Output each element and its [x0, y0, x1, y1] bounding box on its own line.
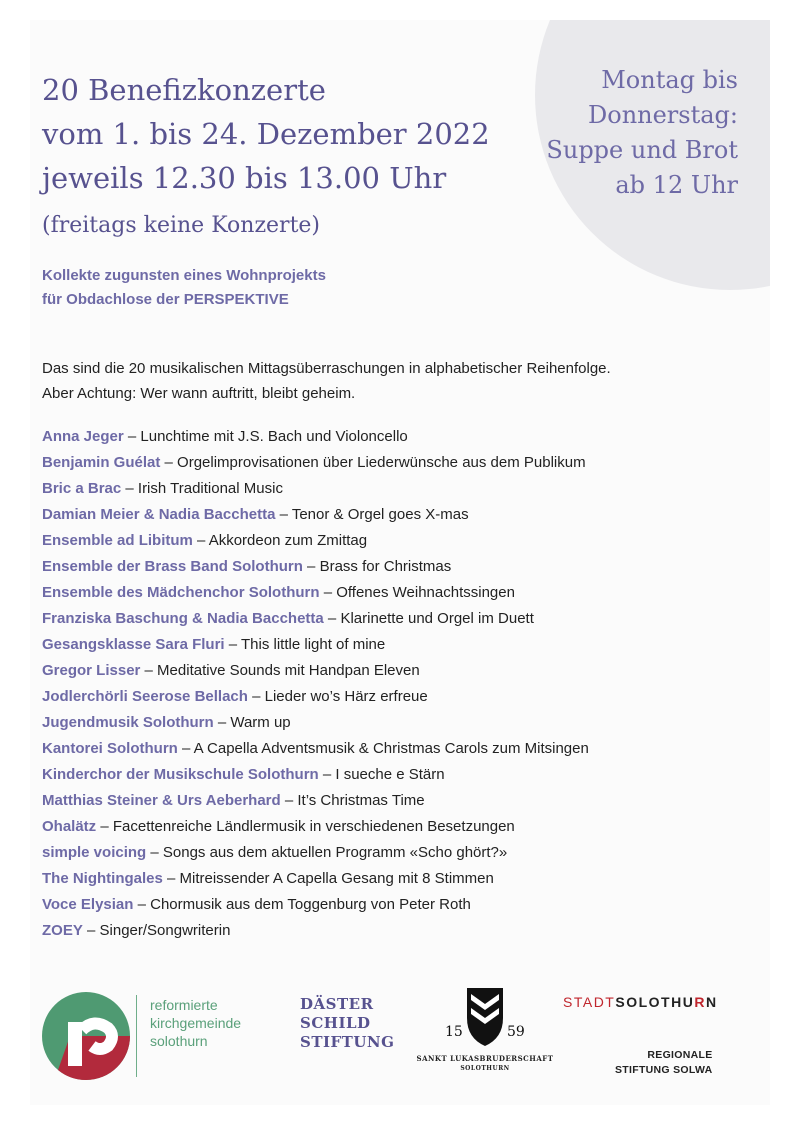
program-description: – Offenes Weihnachtssingen	[319, 584, 515, 601]
program-description: – This little light of mine	[224, 636, 386, 653]
concert-item	[42, 606, 589, 632]
performer-name: Kantorei Solothurn	[42, 740, 178, 757]
flyer-page	[30, 20, 770, 1105]
performer-name: Jugendmusik Solothurn	[42, 714, 214, 731]
performer-name: Jodlerchörli Seerose Bellach	[42, 688, 248, 705]
soup-info-line: Suppe und Brot	[546, 136, 738, 164]
performer-name: Ensemble ad Libitum	[42, 532, 193, 549]
performer-name: Gesangsklasse Sara Fluri	[42, 636, 225, 653]
daester-line: DÄSTER	[300, 995, 374, 1013]
program-description: – It’s Christmas Time	[280, 792, 425, 809]
program-description: – Tenor & Orgel goes X-mas	[275, 506, 469, 523]
solwa-line: REGIONALE	[647, 1049, 713, 1061]
rk-line: solothurn	[150, 1033, 208, 1049]
performer-name: Benjamin Guélat	[42, 454, 161, 471]
intro-line: Das sind die 20 musikalischen Mittagsüberraschungen in alphabetischer Reihenfolge.	[42, 360, 611, 377]
soup-info-line: Donnerstag:	[588, 101, 738, 129]
concert-item	[42, 580, 589, 606]
stadt-solothurn-logo	[563, 994, 718, 1010]
concert-item	[42, 710, 589, 736]
stadt-part: N	[705, 994, 718, 1010]
soup-info-line: Montag bis	[601, 66, 738, 94]
concert-item	[42, 736, 589, 762]
intro-text	[42, 356, 762, 406]
headline-dates: vom 1. bis 24. Dezember 2022	[42, 117, 490, 151]
year-right: 59	[507, 1024, 525, 1040]
program-description: – Brass for Christmas	[302, 558, 452, 575]
program-description: – Meditative Sounds mit Handpan Eleven	[140, 662, 420, 679]
concert-item	[42, 528, 589, 554]
performer-name: Kinderchor der Musikschule Solothurn	[42, 766, 319, 783]
headline-title: 20 Benefizkonzerte	[42, 73, 326, 107]
soup-info-line: ab 12 Uhr	[615, 171, 738, 199]
stadt-part: SOLOTHU	[615, 994, 695, 1010]
program-description: – Klarinette und Orgel im Duett	[323, 610, 534, 627]
program-description: – Facettenreiche Ländlermusik in verschiedenen Besetzungen	[96, 818, 515, 835]
concert-item	[42, 918, 589, 944]
rk-line: reformierte	[150, 997, 218, 1013]
headline-note: (freitags keine Konzerte)	[42, 213, 321, 238]
program-description: – Chormusik aus dem Toggenburg von Peter Roth	[133, 896, 471, 913]
concert-item	[42, 554, 589, 580]
lukas-line: SOLOTHURN	[460, 1065, 510, 1072]
daester-line: SCHILD	[300, 1014, 371, 1032]
program-description: – Warm up	[213, 714, 291, 731]
stadt-part: STADT	[563, 994, 616, 1010]
logo-divider	[136, 995, 137, 1077]
headline-time: jeweils 12.30 bis 13.00 Uhr	[42, 161, 447, 195]
lukas-line: SANKT LUKASBRUDERSCHAFT	[416, 1054, 554, 1063]
kollekte-line: für Obdachlose der PERSPEKTIVE	[42, 291, 289, 308]
performer-name: Ohalätz	[42, 818, 97, 835]
program-description: – Lunchtime mit J.S. Bach und Violoncello	[123, 428, 408, 445]
program-description: – Irish Traditional Music	[121, 480, 283, 497]
performer-name: Anna Jeger	[42, 428, 124, 445]
performer-name: Ensemble des Mädchenchor Solothurn	[42, 584, 320, 601]
solwa-line: STIFTUNG SOLWA	[615, 1064, 713, 1076]
program-description: – I sueche e Stärn	[318, 766, 445, 783]
concert-item	[42, 892, 589, 918]
concert-item	[42, 502, 589, 528]
performer-name: Voce Elysian	[42, 896, 134, 913]
stadt-part: R	[694, 994, 706, 1010]
program-description: – Orgelimprovisationen über Liederwünsche aus dem Publikum	[160, 454, 586, 471]
concert-item	[42, 840, 589, 866]
concert-item	[42, 762, 589, 788]
program-description: – A Capella Adventsmusik & Christmas Carols zum Mitsingen	[177, 740, 589, 757]
concert-item	[42, 450, 589, 476]
kollekte-note	[42, 264, 326, 312]
lukasbruderschaft-logo	[415, 986, 555, 1072]
rk-line: kirchgemeinde	[150, 1015, 242, 1031]
performer-name: Damian Meier & Nadia Bacchetta	[42, 506, 276, 523]
program-description: – Mitreissender A Capella Gesang mit 8 Stimmen	[162, 870, 494, 887]
concert-item	[42, 866, 589, 892]
concert-item	[42, 788, 589, 814]
soup-info	[546, 63, 738, 203]
performer-name: Bric a Brac	[42, 480, 122, 497]
performer-name: simple voicing	[42, 844, 147, 861]
performer-name: Gregor Lisser	[42, 662, 141, 679]
intro-line: Aber Achtung: Wer wann auftritt, bleibt geheim.	[42, 385, 356, 402]
performer-name: The Nightingales	[42, 870, 163, 887]
year-left: 15	[445, 1024, 463, 1040]
concert-item	[42, 632, 589, 658]
program-description: – Lieder wo’s Härz erfreue	[247, 688, 428, 705]
daester-schild-stiftung-logo	[300, 995, 394, 1052]
concert-item	[42, 658, 589, 684]
performer-name: ZOEY	[42, 922, 83, 939]
reformierte-kirchgemeinde-wordmark	[150, 996, 241, 1050]
program-description: – Singer/Songwriterin	[82, 922, 231, 939]
concert-list	[42, 424, 589, 944]
performer-name: Franziska Baschung & Nadia Bacchetta	[42, 610, 324, 627]
kollekte-line: Kollekte zugunsten eines Wohnprojekts	[42, 267, 326, 284]
performer-name: Matthias Steiner & Urs Aeberhard	[42, 792, 281, 809]
reformierte-kirchgemeinde-logo-icon	[42, 992, 130, 1080]
performer-name: Ensemble der Brass Band Solothurn	[42, 558, 303, 575]
sponsor-logos	[30, 980, 770, 1100]
headline	[42, 68, 490, 244]
program-description: – Akkordeon zum Zmittag	[192, 532, 368, 549]
coat-of-arms-icon	[425, 986, 545, 1050]
stiftung-solwa-logo	[615, 1048, 713, 1078]
concert-item	[42, 424, 589, 450]
concert-item	[42, 476, 589, 502]
program-description: – Songs aus dem aktuellen Programm «Scho ghört?»	[146, 844, 508, 861]
daester-line: STIFTUNG	[300, 1033, 395, 1051]
concert-item	[42, 684, 589, 710]
concert-item	[42, 814, 589, 840]
